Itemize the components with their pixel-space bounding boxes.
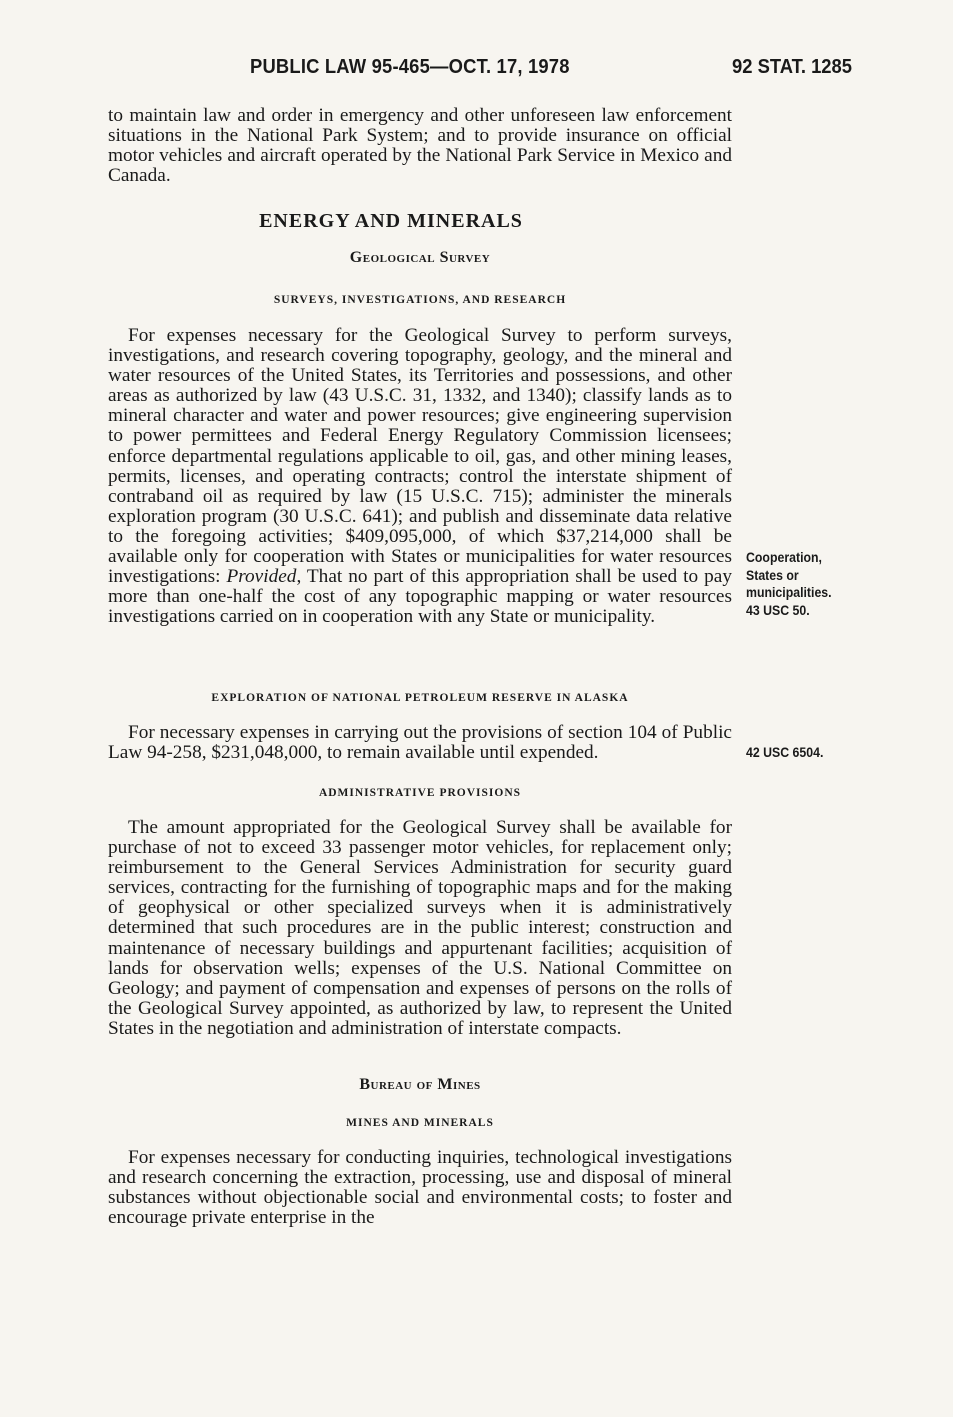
surveys-paragraph-block [108,326,732,627]
margin-note-line: municipalities. [746,584,832,600]
geological-survey-heading: Geological Survey [349,249,491,266]
exploration-paragraph-block [108,723,732,763]
margin-note-usc-6504: 42 USC 6504. [746,744,824,760]
intro-paragraph-block [108,106,732,186]
intro-paragraph: to maintain law and order in emergency and other unforeseen law enforcement situations in the National Park System; and to provide insurance on official motor vehicles and aircraft operated by the National Park Service in Mexico and Canada. [108,105,732,187]
mines-minerals-heading: MINES AND MINERALS [346,1117,494,1129]
proviso-word: Provided [226,566,297,588]
margin-note-line: Cooperation, [746,549,822,565]
surveys-text-after: , That no part of this appropriation shall be used to pay more than one-half the cost of any topographic mapping or water resources investigations carried on in cooperation with any State or municipality. [108,566,732,628]
mines-paragraph-block [108,1148,732,1228]
admin-paragraph: The amount appropriated for the Geological Survey shall be available for purchase of not to exceed 33 passenger motor vehicles, for replacement only; reimbursement to the General Services Administration for security guard services, contracting for the furnishing of topographic maps and for the making of geophysical or other specialized surveys when it is administratively determined that such procedures are in the public interest; construction and maintenance of necessary buildings and appurtenant facilities; acquisition of lands for observation wells; expenses of the U.S. National Committee on Geology; and payment of compensation and expenses of persons on the rolls of the Geological Survey appointed, as authorized by law, to represent the United States in the negotiation and administration of interstate compacts. [108,817,732,1039]
margin-note-line: 43 USC 50. [746,601,810,618]
running-head-title: PUBLIC LAW 95-465—OCT. 17, 1978 [250,56,570,78]
administrative-provisions-heading: ADMINISTRATIVE PROVISIONS [318,787,522,799]
surveys-text-before: For expenses necessary for the Geological Survey to perform surveys, investigations, and research covering topography, geology, and the mineral and water resources of the United States, its Territories and possessions, and other areas as authorized by law (43 U.S.C. 31, 1332, and 1340); classify lands as to mineral character and water and power resources; give engineering supervision to power permittees and Federal Energy Regulatory Commission licensees; enforce departmental regulations applicable to oil, gas, and other mining leases, permits, licenses, and operating contracts; control the interstate shipment of contraband oil as required by law (15 U.S.C. 715); administer the minerals exploration program (30 U.S.C. 641); and publish and disseminate data relative to the foregoing activities; $409,095,000, of which $37,214,000 shall be available only for cooperation with States or municipalities for water resources investigations: [108,325,732,588]
exploration-paragraph: For necessary expenses in carrying out the provisions of section 104 of Public Law 94-258, $231,048,000, to remain available until expended. [108,722,732,764]
bureau-of-mines-heading: Bureau of Mines [359,1076,481,1093]
margin-note-line: States or [746,566,799,583]
surveys-heading: SURVEYS, INVESTIGATIONS, AND RESEARCH [273,294,567,306]
margin-note-cooperation [746,549,832,619]
statute-page-number: 92 STAT. 1285 [732,56,853,78]
admin-paragraph-block [108,818,732,1039]
exploration-heading: EXPLORATION OF NATIONAL PETROLEUM RESERVE IN ALASKA [211,692,629,704]
surveys-paragraph [108,326,732,627]
mines-paragraph: For expenses necessary for conducting inquiries, technological investigations and research concerning the extraction, processing, use and disposal of mineral substances without objectionable social and environmental costs; to foster and encourage private enterprise in the [108,1147,732,1229]
energy-minerals-heading: ENERGY AND MINERALS [259,210,523,232]
